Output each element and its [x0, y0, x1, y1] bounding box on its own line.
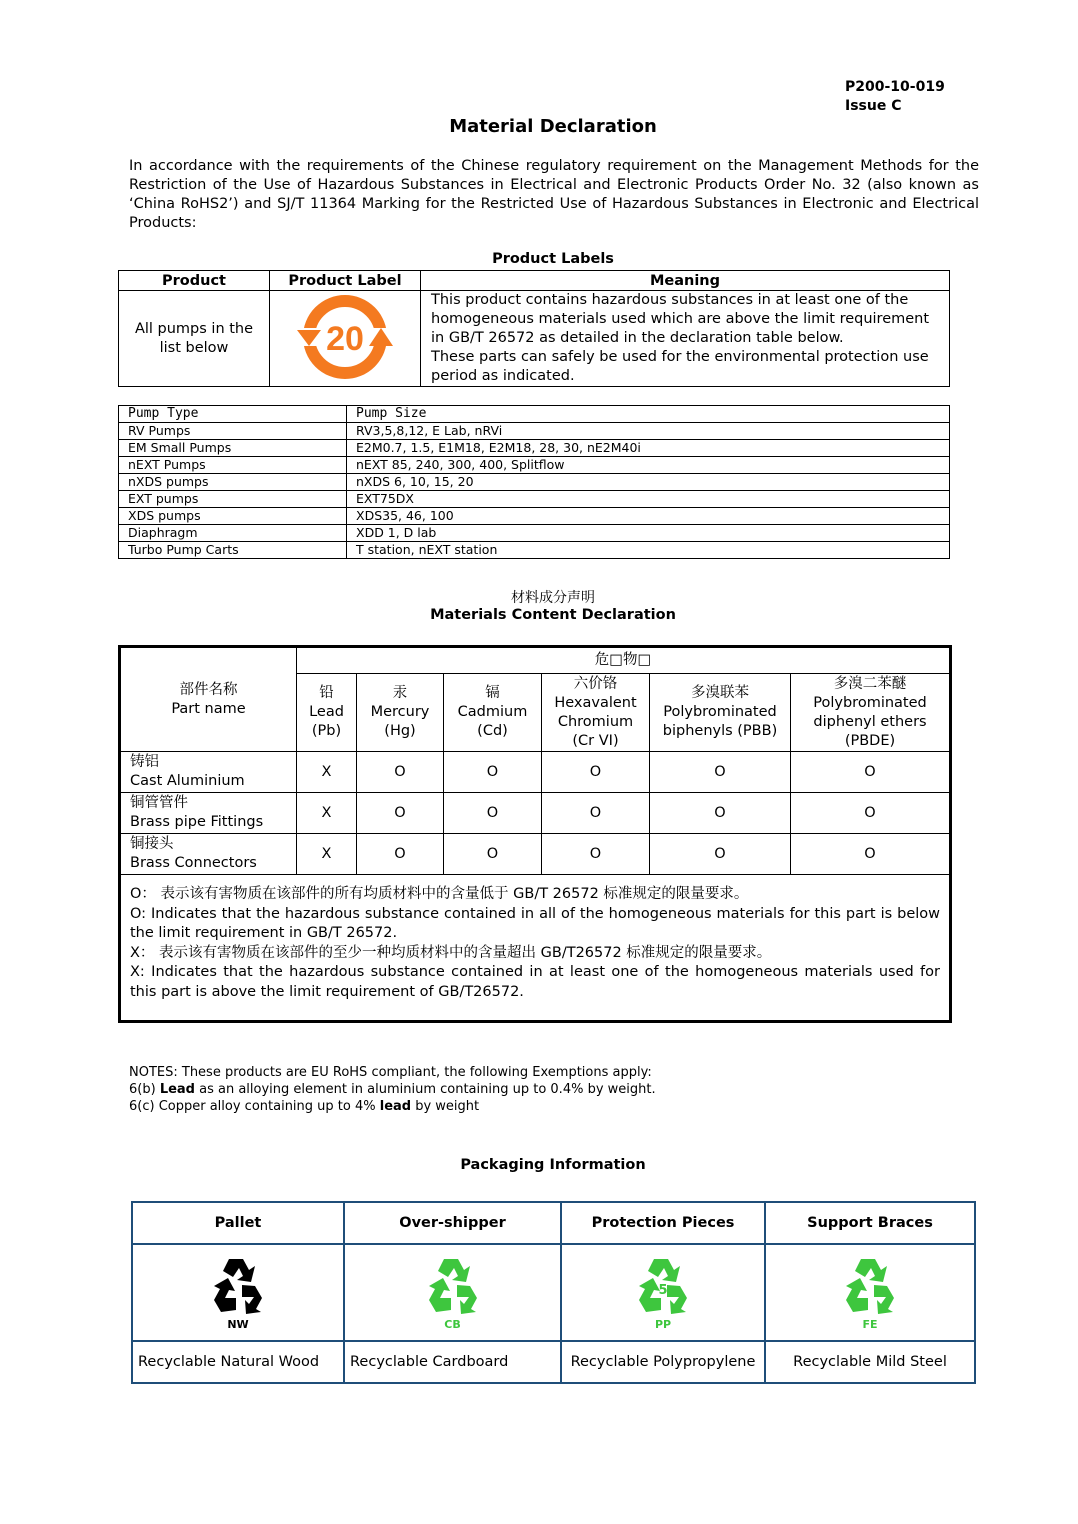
label-polypropylene: Recyclable Polypropylene	[561, 1341, 765, 1383]
pump-size: EXT75DX	[347, 491, 950, 508]
recycle-nw-icon	[208, 1254, 268, 1316]
header-product: Product	[119, 271, 270, 291]
materials-table	[118, 645, 952, 1023]
packaging-caption: Packaging Information	[460, 1157, 646, 1173]
recycle-code-cb: CB	[444, 1318, 461, 1331]
recycle-fe-icon	[840, 1254, 900, 1316]
table-row	[120, 752, 951, 793]
document-issue: Issue C	[845, 98, 902, 114]
header-protection-pieces: Protection Pieces	[561, 1202, 765, 1244]
table-row	[119, 508, 950, 525]
value-cell: O	[357, 834, 444, 875]
protection-pieces-icon-cell	[561, 1244, 765, 1341]
substance-cn: 铅	[319, 685, 334, 701]
rohs-20-icon	[297, 294, 393, 380]
pallet-icon-cell	[132, 1244, 344, 1341]
table-row	[119, 542, 950, 559]
note-x-cn: X： 表示该有害物质在该部件的至少一种均质材料中的含量超出 GB/T26572 标准规定的限量要求。	[130, 944, 772, 961]
part-cn: 铸铝	[130, 754, 159, 770]
table-row	[119, 474, 950, 491]
header-over-shipper: Over-shipper	[344, 1202, 561, 1244]
substance-cn: 多溴联苯	[691, 685, 749, 701]
part-cn: 铜管管件	[130, 795, 188, 811]
exemption-notes	[129, 1064, 656, 1115]
materials-caption	[0, 587, 1078, 623]
header-product-label: Product Label	[270, 271, 421, 291]
part-name-cell	[120, 834, 297, 875]
note-o-cn: O： 表示该有害物质在该部件的所有均质材料中的含量低于 GB/T 26572 标准规定的限量要求。	[130, 886, 749, 902]
part-cn: 铜接头	[130, 836, 174, 852]
recycle-code-pp: PP	[654, 1318, 672, 1331]
substance-lead	[297, 674, 357, 752]
part-name-header-en: Part name	[171, 700, 246, 717]
document-reference	[845, 78, 945, 116]
part-name-cell	[120, 752, 297, 793]
packaging-table	[131, 1201, 976, 1384]
pump-table	[118, 405, 950, 559]
table-row	[120, 793, 951, 834]
part-en: Cast Aluminium	[130, 773, 245, 789]
substance-symbol: (Cd)	[477, 723, 508, 739]
pump-size: XDS35, 46, 100	[347, 508, 950, 525]
table-row	[119, 423, 950, 440]
product-label-cell	[270, 291, 421, 387]
recycle-pp-number: 5	[658, 1283, 668, 1298]
exemption-6c-bold: lead	[379, 1099, 412, 1114]
label-cardboard: Recyclable Cardboard	[344, 1341, 561, 1383]
note-x-en: X: Indicates that the hazardous substance contained in at least one of the homogeneous materials used for this part is above the limit requirement of GB/T26572.	[130, 964, 940, 1000]
exemption-6b	[129, 1081, 656, 1098]
value-cell: O	[650, 752, 791, 793]
value-cell: O	[650, 834, 791, 875]
rohs-label-number: 20	[326, 319, 364, 358]
table-row	[119, 457, 950, 474]
pump-type-header: Pump Type	[119, 406, 347, 423]
substance-cn: 六价铬	[573, 675, 618, 692]
pump-size: nEXT 85, 240, 300, 400, Splitflow	[347, 457, 950, 474]
recycle-code-nw: NW	[227, 1318, 249, 1331]
substance-chromium	[542, 674, 650, 752]
pump-type: nEXT Pumps	[119, 457, 347, 474]
value-cell: O	[791, 793, 951, 834]
pump-size: XDD 1, D lab	[347, 525, 950, 542]
document-number: P200-10-019	[845, 79, 945, 95]
exemption-6b-prefix: 6(b)	[129, 1082, 160, 1097]
pump-type: Diaphragm	[119, 525, 347, 542]
exemption-6c	[129, 1098, 656, 1115]
table-row	[119, 440, 950, 457]
value-cell: O	[542, 793, 650, 834]
pump-size: E2M0.7, 1.5, E1M18, E2M18, 28, 30, nE2M40i	[347, 440, 950, 457]
pump-size: RV3,5,8,12, E Lab, nRVi	[347, 423, 950, 440]
pump-type: EM Small Pumps	[119, 440, 347, 457]
value-cell: O	[650, 793, 791, 834]
exemption-6b-bold: Lead	[159, 1082, 195, 1097]
label-mild-steel: Recyclable Mild Steel	[765, 1341, 975, 1383]
recycle-pp-icon	[633, 1254, 693, 1316]
value-cell: O	[791, 834, 951, 875]
table-row	[119, 525, 950, 542]
materials-caption-cn: 材料成分声明	[511, 590, 595, 606]
header-pallet: Pallet	[132, 1202, 344, 1244]
table-row	[119, 491, 950, 508]
value-cell: O	[444, 834, 542, 875]
substance-symbol: (Hg)	[384, 723, 416, 739]
value-cell: X	[297, 752, 357, 793]
part-en: Brass pipe Fittings	[130, 814, 264, 830]
exemption-intro: NOTES: These products are EU RoHS compliant, the following Exemptions apply:	[129, 1065, 652, 1080]
product-labels-caption: Product Labels	[492, 251, 614, 267]
meaning-text-1: This product contains hazardous substances in at least one of the homogeneous materials used which are above the limit requirement in GB/T 26572 as detailed in the declaration table below.	[431, 292, 930, 346]
pump-type: XDS pumps	[119, 508, 347, 525]
substance-mercury	[357, 674, 444, 752]
substance-en: Polybrominated biphenyls (PBB)	[662, 704, 778, 739]
substance-en: Lead	[309, 704, 344, 720]
substance-en: Cadmium	[457, 704, 528, 720]
pump-size-header: Pump Size	[347, 406, 950, 423]
part-name-header	[120, 647, 297, 752]
substance-cadmium	[444, 674, 542, 752]
pump-type: Turbo Pump Carts	[119, 542, 347, 559]
note-o-en: O: Indicates that the hazardous substance contained in all of the homogeneous materials for this part is below the limit requirement in GB/T 26572.	[130, 905, 940, 941]
product-labels-table	[118, 270, 950, 387]
substance-cn: 汞	[392, 685, 408, 701]
pump-type: RV Pumps	[119, 423, 347, 440]
pump-size: T station, nEXT station	[347, 542, 950, 559]
pump-type: EXT pumps	[119, 491, 347, 508]
value-cell: O	[444, 793, 542, 834]
substance-pbb	[650, 674, 791, 752]
substance-symbol: (PBDE)	[844, 732, 896, 749]
hazard-header: 危□物□	[297, 647, 951, 674]
recycle-cb-icon	[423, 1254, 483, 1316]
product-text: All pumps in the list below	[134, 320, 254, 356]
substance-en: Mercury	[370, 704, 430, 720]
exemption-6b-text: as an alloying element in aluminium containing up to 0.4% by weight.	[195, 1082, 656, 1097]
value-cell: O	[357, 752, 444, 793]
label-natural-wood: Recyclable Natural Wood	[132, 1341, 344, 1383]
value-cell: O	[444, 752, 542, 793]
exemption-6c-prefix: 6(c) Copper alloy containing up to 4%	[129, 1099, 380, 1114]
header-meaning: Meaning	[421, 271, 950, 291]
substance-cn: 镉	[485, 685, 500, 701]
over-shipper-icon-cell	[344, 1244, 561, 1341]
recycle-code-fe: FE	[862, 1318, 878, 1331]
substance-symbol: (Cr VI)	[572, 732, 619, 749]
substance-symbol: (Pb)	[311, 723, 342, 739]
page-title: Material Declaration	[449, 116, 657, 137]
substance-en: Hexavalent Chromium	[554, 694, 637, 730]
table-row	[120, 834, 951, 875]
meaning-cell	[421, 291, 950, 387]
materials-notes	[120, 875, 951, 1022]
substance-cn: 多溴二苯醚	[833, 675, 907, 692]
part-en: Brass Connectors	[130, 855, 257, 871]
substance-en: Polybrominated diphenyl ethers	[813, 694, 927, 730]
value-cell: X	[297, 834, 357, 875]
intro-paragraph: In accordance with the requirements of the Chinese regulatory requirement on the Management Methods for the Restriction of the Use of Hazardous Substances in Electrical and Electronic Products Order No. 32 (also known as ‘China RoHS2’) and SJ/T 11364 Marking for the Restricted Use of Hazardous Substances in Electronic and Electrical Products:	[129, 158, 979, 231]
part-name-header-cn: 部件名称	[179, 681, 238, 698]
value-cell: O	[542, 752, 650, 793]
value-cell: O	[357, 793, 444, 834]
value-cell: O	[791, 752, 951, 793]
exemption-6c-text: by weight	[411, 1099, 480, 1114]
value-cell: O	[542, 834, 650, 875]
meaning-text-2: These parts can safely be used for the environmental protection use period as indicated.	[431, 349, 929, 384]
support-braces-icon-cell	[765, 1244, 975, 1341]
pump-type: nXDS pumps	[119, 474, 347, 491]
value-cell: X	[297, 793, 357, 834]
product-cell	[119, 291, 270, 387]
header-support-braces: Support Braces	[765, 1202, 975, 1244]
substance-pbde	[791, 674, 951, 752]
materials-caption-en: Materials Content Declaration	[430, 607, 676, 623]
part-name-cell	[120, 793, 297, 834]
pump-size: nXDS 6, 10, 15, 20	[347, 474, 950, 491]
